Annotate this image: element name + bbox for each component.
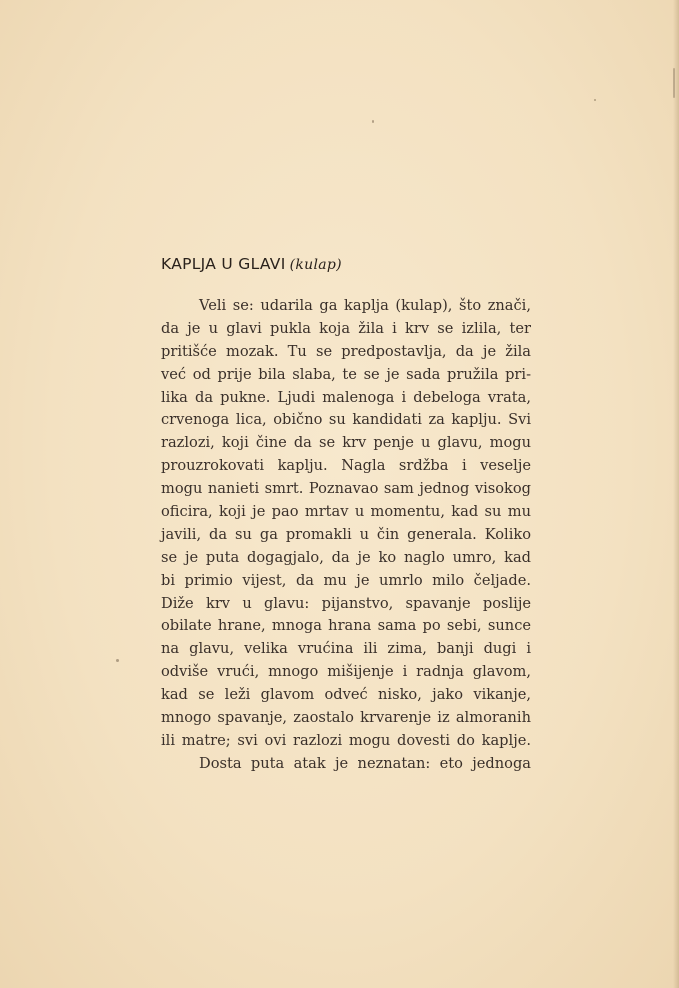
text-line: pritišće mozak. Tu se predpostavlja, da je žila: [161, 342, 531, 360]
chapter-subtitle: (kulap): [289, 257, 342, 273]
text-line: javili, da su ga promakli u čin generala. Koliko: [161, 525, 531, 543]
text-line: mogu nanieti smrt. Poznavao sam jednog visokog: [161, 480, 531, 498]
text-line: lika da pukne. Ljudi malenoga i debeloga vrata,: [161, 388, 531, 406]
text-line: već od prije bila slaba, te se je sada pružila pri-: [161, 365, 531, 383]
chapter-heading: [161, 255, 342, 273]
text-line: Veli se: udarila ga kaplja (kulap), što znači,: [199, 297, 531, 314]
text-line: ili matre; svi ovi razlozi mogu dovesti do kaplje.: [161, 731, 531, 749]
text-line: Dosta puta atak je neznatan: eto jednoga: [199, 754, 531, 772]
text-line: prouzrokovati kaplju. Nagla srdžba i veselje: [161, 457, 531, 475]
text-line: crvenoga lica, obično su kandidati za kaplju. Svi: [161, 411, 531, 429]
text-line: bi primio vijest, da mu je umrlo milo čeljade.: [161, 571, 531, 589]
paper-speck: [673, 68, 675, 98]
body-paragraph: [161, 295, 531, 776]
text-line: razlozi, koji čine da se krv penje u glavu, mogu: [161, 434, 531, 452]
text-line: mnogo spavanje, zaostalo krvarenje iz almoranih: [161, 709, 531, 727]
text-line: se je puta dogagjalo, da je ko naglo umro, kad: [161, 548, 531, 566]
chapter-title: KAPLJA U GLAVI: [161, 255, 286, 273]
text-line: kad se leži glavom odveć nisko, jako vikanje,: [161, 686, 531, 704]
text-line: na glavu, velika vrućina ili zima, banji dugi i: [161, 640, 531, 658]
text-line: oficira, koji je pao mrtav u momentu, kad su mu: [161, 503, 531, 521]
paper-speck: [594, 99, 596, 101]
text-line: obilate hrane, mnoga hrana sama po sebi, sunce: [161, 617, 531, 635]
text-line: da je u glavi pukla koja žila i krv se izlila, ter: [161, 319, 531, 337]
text-line: odviše vrući, mnogo mišijenje i radnja glavom,: [161, 663, 531, 681]
paper-speck: [372, 120, 374, 123]
paper-speck: [116, 659, 119, 662]
page-edge-shadow: [673, 0, 679, 988]
text-line: Diže krv u glavu: pijanstvo, spavanje poslije: [161, 594, 531, 612]
